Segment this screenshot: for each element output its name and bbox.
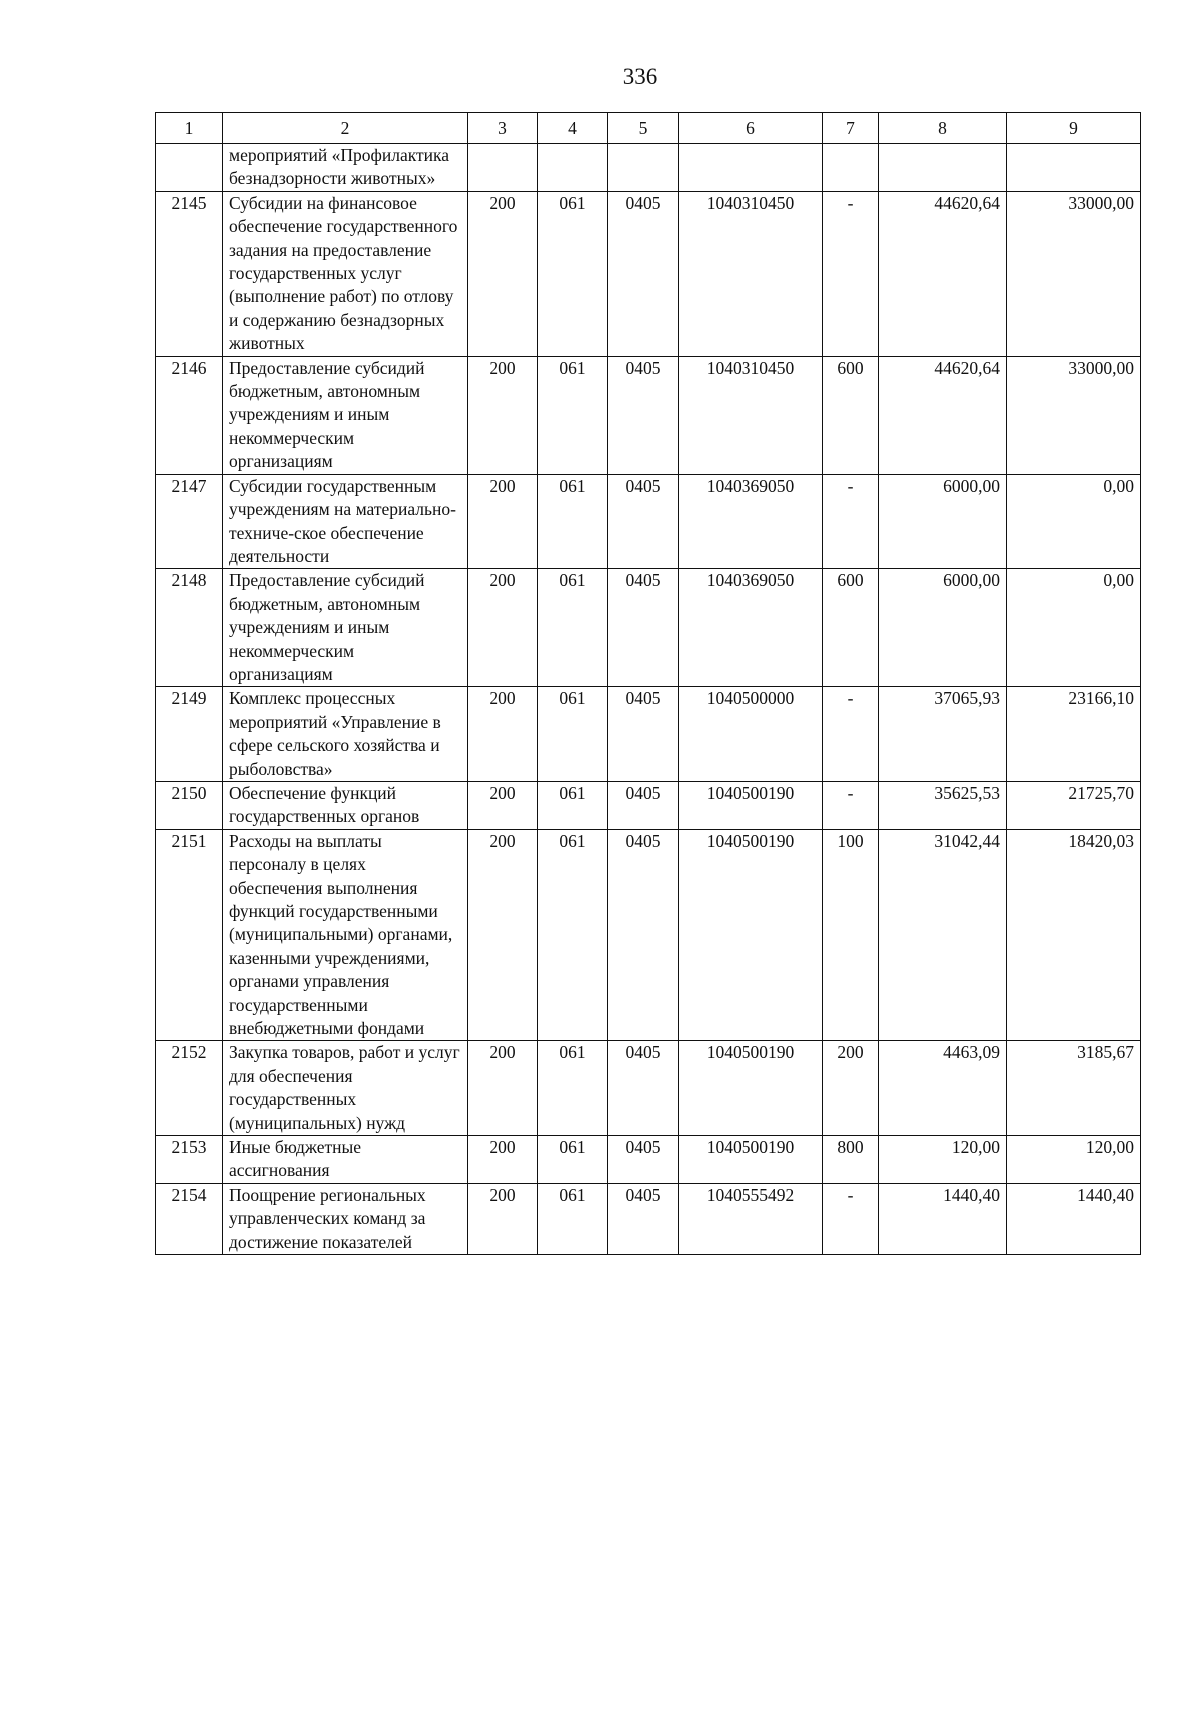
row-name: Иные бюджетные ассигнования xyxy=(223,1136,468,1184)
cell-col8: 44620,64 xyxy=(879,191,1007,356)
cell-col3: 200 xyxy=(468,687,538,782)
cell-col6 xyxy=(679,144,823,192)
cell-col6: 1040555492 xyxy=(679,1183,823,1254)
cell-col3: 200 xyxy=(468,1041,538,1136)
cell-col7: 100 xyxy=(823,829,879,1041)
row-name: Предоставление субсидий бюджетным, автономным учреждениям и иным некоммерческим организациям xyxy=(223,356,468,474)
cell-col6: 1040310450 xyxy=(679,191,823,356)
cell-col4: 061 xyxy=(538,1136,608,1184)
cell-col4: 061 xyxy=(538,829,608,1041)
row-name: Субсидии на финансовое обеспечение государственного задания на предоставление государственных услуг (выполнение работ) по отлову и содержанию безнадзорных животных xyxy=(223,191,468,356)
cell-col7: 600 xyxy=(823,569,879,687)
cell-col4: 061 xyxy=(538,474,608,569)
table-row xyxy=(156,829,1141,1041)
cell-col5: 0405 xyxy=(608,191,679,356)
cell-col4 xyxy=(538,144,608,192)
row-number: 2150 xyxy=(156,781,223,829)
cell-col6: 1040500190 xyxy=(679,829,823,1041)
cell-col8: 35625,53 xyxy=(879,781,1007,829)
row-number: 2154 xyxy=(156,1183,223,1254)
cell-col6: 1040310450 xyxy=(679,356,823,474)
cell-col3: 200 xyxy=(468,569,538,687)
table-row xyxy=(156,1183,1141,1254)
cell-col5 xyxy=(608,144,679,192)
table-row xyxy=(156,781,1141,829)
cell-col9: 120,00 xyxy=(1007,1136,1141,1184)
row-number: 2146 xyxy=(156,356,223,474)
row-number: 2145 xyxy=(156,191,223,356)
cell-col6: 1040500000 xyxy=(679,687,823,782)
cell-col9: 18420,03 xyxy=(1007,829,1141,1041)
cell-col8: 44620,64 xyxy=(879,356,1007,474)
row-name: Обеспечение функций государственных органов xyxy=(223,781,468,829)
cell-col9: 1440,40 xyxy=(1007,1183,1141,1254)
cell-col5: 0405 xyxy=(608,781,679,829)
column-header: 5 xyxy=(608,113,679,144)
cell-col3: 200 xyxy=(468,191,538,356)
cell-col3: 200 xyxy=(468,829,538,1041)
cell-col8: 6000,00 xyxy=(879,474,1007,569)
cell-col5: 0405 xyxy=(608,687,679,782)
row-number xyxy=(156,144,223,192)
row-number: 2149 xyxy=(156,687,223,782)
cell-col3: 200 xyxy=(468,781,538,829)
cell-col7: - xyxy=(823,781,879,829)
row-name: Комплекс процессных мероприятий «Управление в сфере сельского хозяйства и рыболовства» xyxy=(223,687,468,782)
cell-col7: - xyxy=(823,191,879,356)
cell-col9: 0,00 xyxy=(1007,474,1141,569)
cell-col4: 061 xyxy=(538,687,608,782)
table-row xyxy=(156,1041,1141,1136)
table-row xyxy=(156,356,1141,474)
cell-col6: 1040500190 xyxy=(679,781,823,829)
cell-col5: 0405 xyxy=(608,1041,679,1136)
cell-col7: 800 xyxy=(823,1136,879,1184)
cell-col3: 200 xyxy=(468,356,538,474)
column-header: 2 xyxy=(223,113,468,144)
cell-col7: - xyxy=(823,1183,879,1254)
cell-col9: 33000,00 xyxy=(1007,191,1141,356)
cell-col3: 200 xyxy=(468,1136,538,1184)
cell-col9: 21725,70 xyxy=(1007,781,1141,829)
table-row xyxy=(156,687,1141,782)
cell-col4: 061 xyxy=(538,191,608,356)
cell-col3: 200 xyxy=(468,1183,538,1254)
cell-col4: 061 xyxy=(538,1183,608,1254)
column-header: 7 xyxy=(823,113,879,144)
cell-col7: 600 xyxy=(823,356,879,474)
cell-col6: 1040500190 xyxy=(679,1136,823,1184)
column-header: 3 xyxy=(468,113,538,144)
column-header: 8 xyxy=(879,113,1007,144)
cell-col5: 0405 xyxy=(608,1183,679,1254)
cell-col5: 0405 xyxy=(608,569,679,687)
row-number: 2148 xyxy=(156,569,223,687)
cell-col7: 200 xyxy=(823,1041,879,1136)
table-header-row xyxy=(156,113,1141,144)
cell-col4: 061 xyxy=(538,569,608,687)
column-header: 6 xyxy=(679,113,823,144)
cell-col4: 061 xyxy=(538,1041,608,1136)
row-name: Предоставление субсидий бюджетным, автономным учреждениям и иным некоммерческим организациям xyxy=(223,569,468,687)
row-name: Расходы на выплаты персоналу в целях обеспечения выполнения функций государственными (муниципальными) органами, казенными учреждениями, органами управления государственными внебюджетными фондами xyxy=(223,829,468,1041)
cell-col5: 0405 xyxy=(608,1136,679,1184)
column-header: 1 xyxy=(156,113,223,144)
table-row xyxy=(156,474,1141,569)
cell-col8: 31042,44 xyxy=(879,829,1007,1041)
cell-col4: 061 xyxy=(538,356,608,474)
cell-col5: 0405 xyxy=(608,356,679,474)
cell-col3 xyxy=(468,144,538,192)
table-row xyxy=(156,144,1141,192)
table-row xyxy=(156,191,1141,356)
row-name: мероприятий «Профилактика безнадзорности животных» xyxy=(223,144,468,192)
row-number: 2153 xyxy=(156,1136,223,1184)
cell-col8: 4463,09 xyxy=(879,1041,1007,1136)
cell-col8: 6000,00 xyxy=(879,569,1007,687)
column-header: 4 xyxy=(538,113,608,144)
cell-col5: 0405 xyxy=(608,474,679,569)
table-row xyxy=(156,1136,1141,1184)
page-number: 336 xyxy=(622,64,658,89)
cell-col9: 0,00 xyxy=(1007,569,1141,687)
row-number: 2147 xyxy=(156,474,223,569)
cell-col7: - xyxy=(823,474,879,569)
cell-col7: - xyxy=(823,687,879,782)
cell-col8: 120,00 xyxy=(879,1136,1007,1184)
row-name: Закупка товаров, работ и услуг для обеспечения государственных (муниципальных) нужд xyxy=(223,1041,468,1136)
cell-col8: 37065,93 xyxy=(879,687,1007,782)
cell-col9: 33000,00 xyxy=(1007,356,1141,474)
row-name: Поощрение региональных управленческих команд за достижение показателей xyxy=(223,1183,468,1254)
cell-col6: 1040369050 xyxy=(679,474,823,569)
cell-col5: 0405 xyxy=(608,829,679,1041)
cell-col9 xyxy=(1007,144,1141,192)
cell-col4: 061 xyxy=(538,781,608,829)
cell-col9: 3185,67 xyxy=(1007,1041,1141,1136)
row-number: 2151 xyxy=(156,829,223,1041)
cell-col9: 23166,10 xyxy=(1007,687,1141,782)
budget-table xyxy=(155,112,1141,1255)
cell-col8: 1440,40 xyxy=(879,1183,1007,1254)
cell-col7 xyxy=(823,144,879,192)
table-row xyxy=(156,569,1141,687)
cell-col3: 200 xyxy=(468,474,538,569)
row-number: 2152 xyxy=(156,1041,223,1136)
cell-col6: 1040500190 xyxy=(679,1041,823,1136)
row-name: Субсидии государственным учреждениям на материально-техниче-ское обеспечение деятельности xyxy=(223,474,468,569)
column-header: 9 xyxy=(1007,113,1141,144)
cell-col6: 1040369050 xyxy=(679,569,823,687)
cell-col8 xyxy=(879,144,1007,192)
